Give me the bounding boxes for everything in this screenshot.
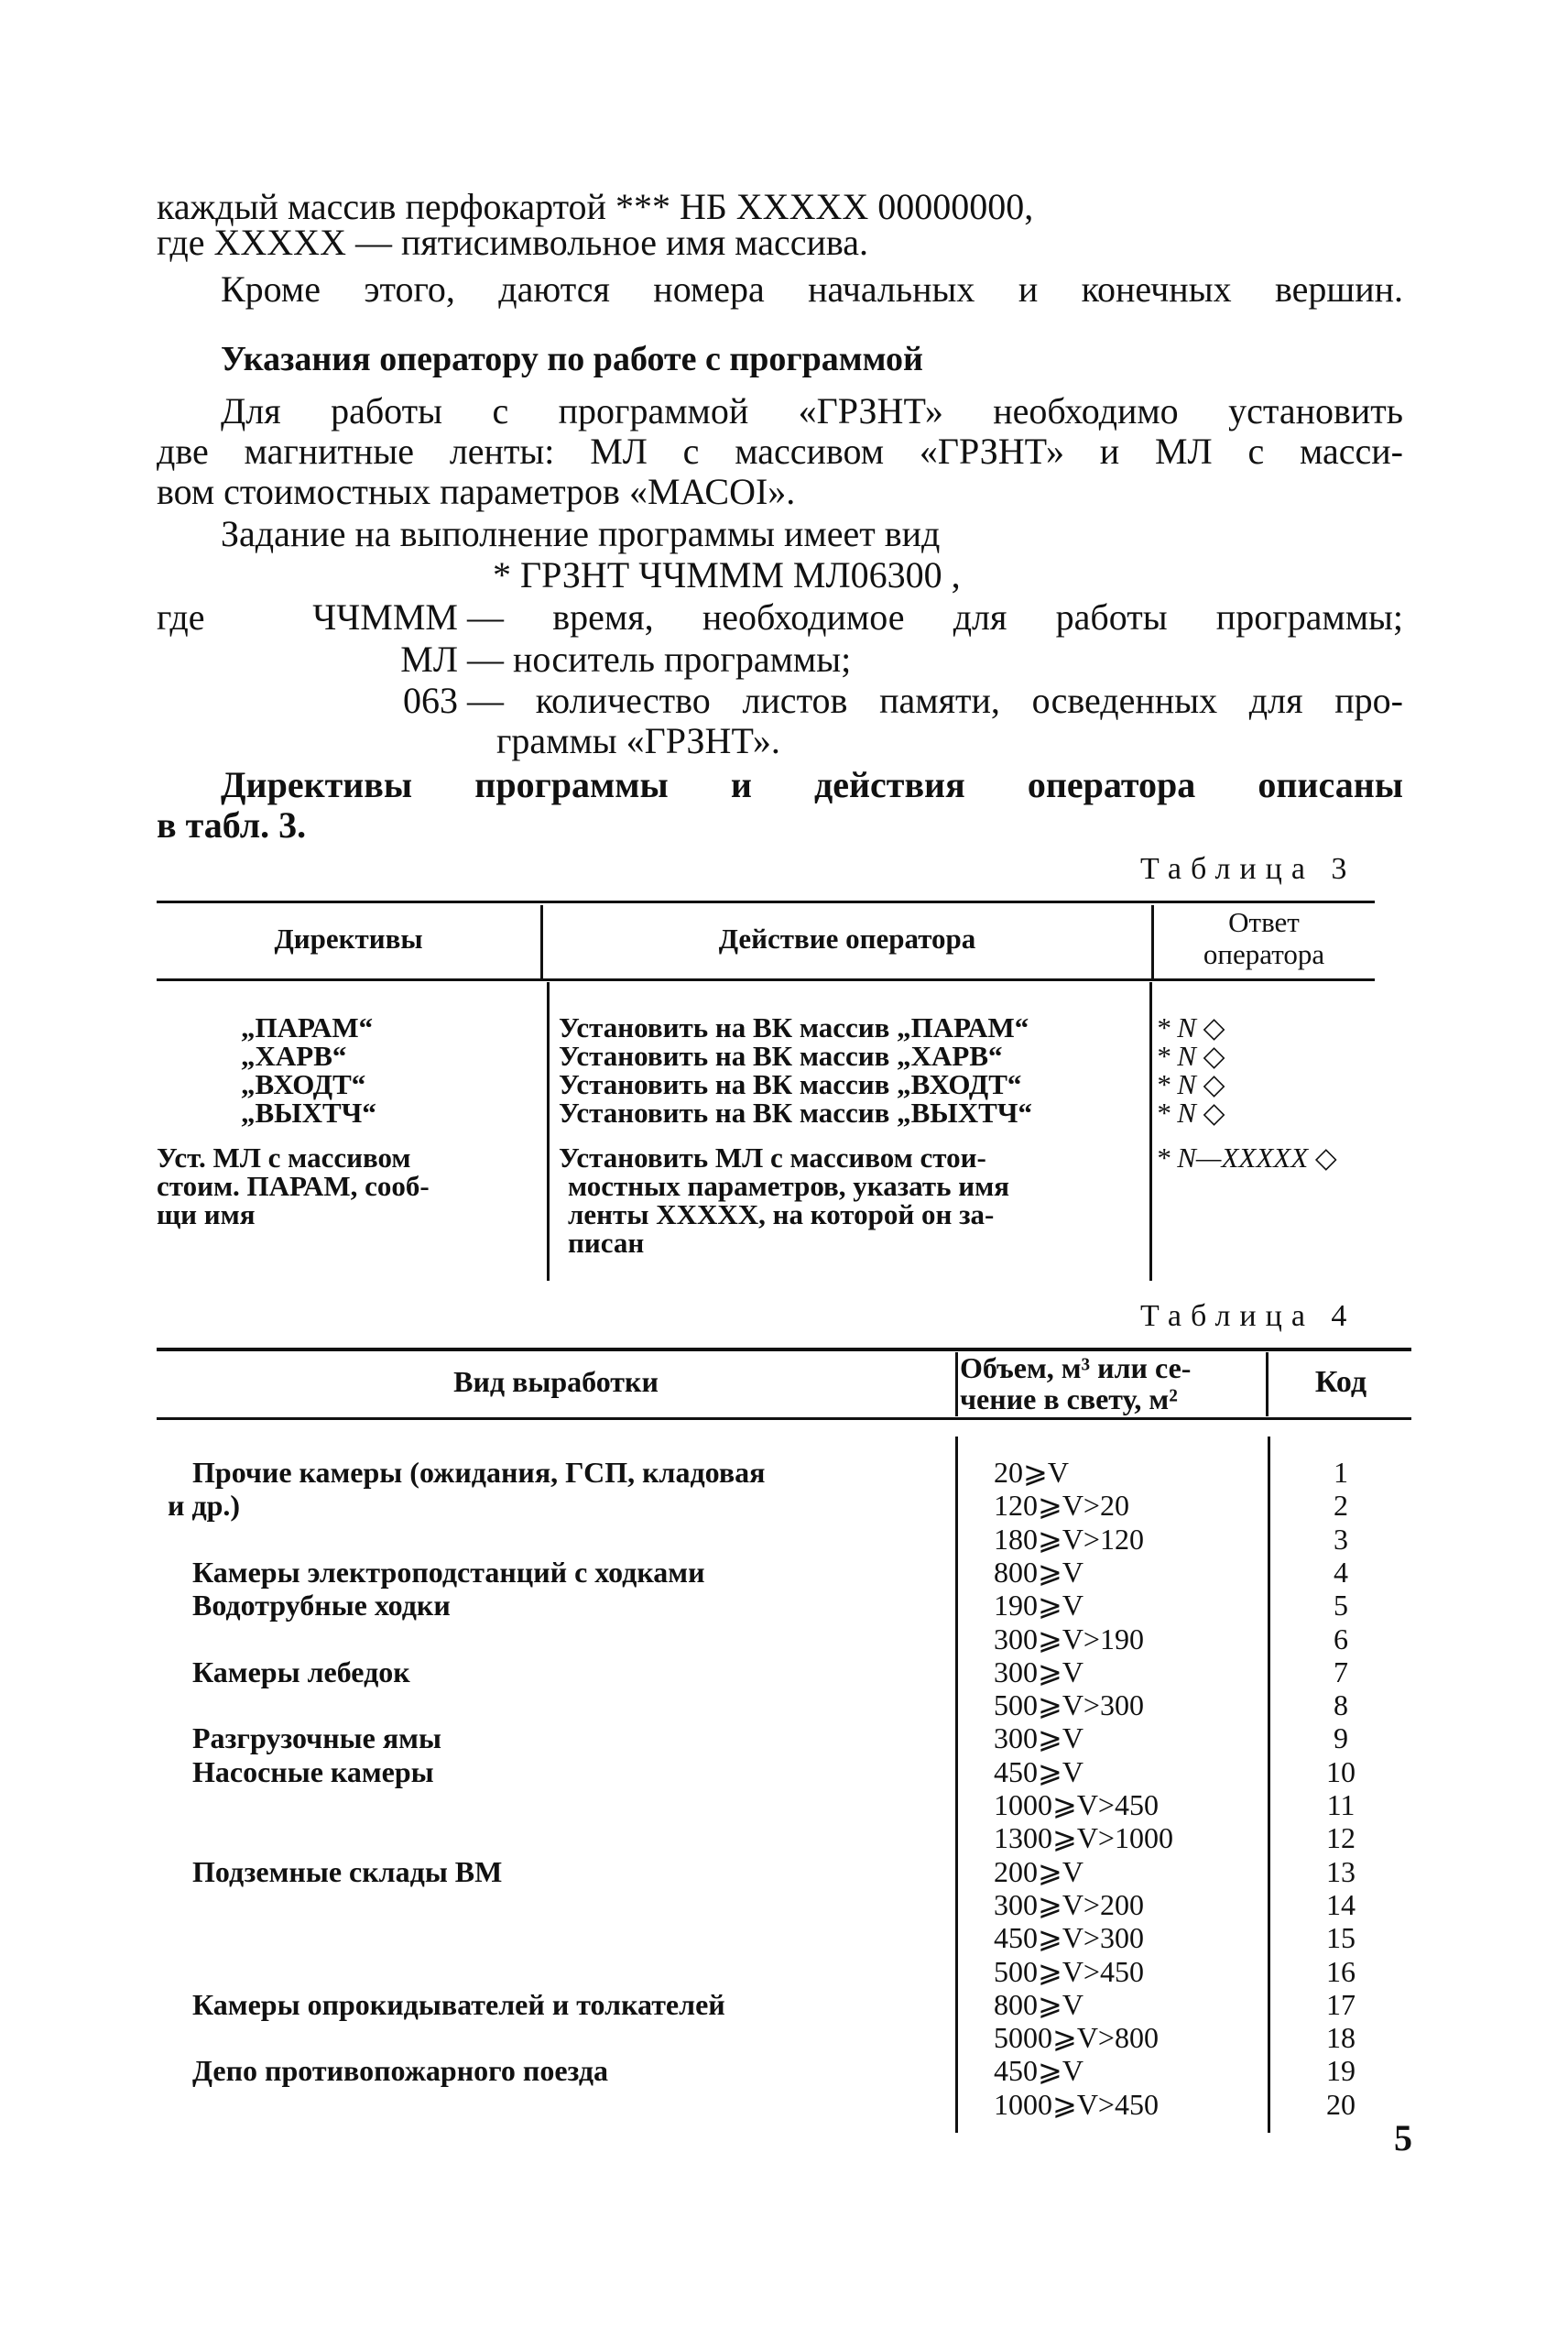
def-desc-cont: граммы «ГРЗНТ».: [496, 720, 780, 761]
table4-code: 16: [1326, 1954, 1356, 1988]
table4-volume: 300⩾V>190: [994, 1622, 1144, 1655]
table3-header-rule: [157, 978, 1375, 981]
table4-volume: 500⩾V>300: [994, 1688, 1144, 1722]
table3-action: Установить на ВК массив „ХАРВ“: [559, 1040, 1003, 1072]
table4-code: 6: [1334, 1622, 1348, 1655]
def-term: ЧЧМММ: [312, 596, 458, 638]
table3-action: писан: [568, 1227, 645, 1259]
table4-kind: Прочие камеры (ожидания, ГСП, кладовая: [192, 1456, 766, 1489]
table3-directive: „ВХОДТ“: [241, 1068, 366, 1100]
table3-directive: „ВЫХТЧ“: [241, 1097, 376, 1129]
table4-kind: Камеры электроподстанций с ходками: [192, 1555, 705, 1589]
table4-volume: 1000⩾V>450: [994, 1788, 1159, 1821]
table4-divider: [955, 1352, 958, 1416]
table4-volume: 5000⩾V>800: [994, 2021, 1159, 2055]
table4-volume: 450⩾V>300: [994, 1921, 1144, 1955]
table3-answer: * N—XXXXX ◇: [1156, 1142, 1337, 1174]
text-line: Задание на выполнение программы имеет вид: [221, 513, 941, 554]
table3-directive: стоим. ПАРАМ, сооб-: [157, 1170, 430, 1202]
where-label: где: [157, 596, 205, 638]
table4-volume: 180⩾V>120: [994, 1522, 1144, 1556]
table4-volume: 120⩾V>20: [994, 1489, 1129, 1523]
table4-kind: и др.): [168, 1489, 241, 1523]
table4-volume: 1000⩾V>450: [994, 2087, 1159, 2121]
table3-answer: * N ◇: [1156, 1097, 1225, 1129]
table4-code: 17: [1326, 1987, 1356, 2021]
table4-code: 4: [1334, 1555, 1348, 1589]
table3-header-answer: Ответ: [1228, 906, 1300, 938]
table4-kind: Подземные склады ВМ: [192, 1854, 503, 1888]
text-line: где XXXXX — пятисимвольное имя массива.: [157, 222, 868, 263]
table3-answer: * N ◇: [1156, 1011, 1225, 1043]
def-term: 063: [403, 680, 458, 721]
table4-code: 7: [1334, 1655, 1348, 1688]
table3-action: Установить на ВК массив „ВЫХТЧ“: [559, 1097, 1033, 1129]
table3-caption: Таблица 3: [1140, 852, 1356, 886]
table4-code: 3: [1334, 1522, 1348, 1556]
text-line: Кроме этого, даются номера начальных и конечных вершин.: [221, 268, 1403, 310]
table4-code: 13: [1326, 1854, 1356, 1888]
text-line: вом стоимостных параметров «МАСОI».: [157, 471, 796, 512]
text-line: Директивы программы и действия оператора описаны: [221, 764, 1403, 805]
def-desc: — носитель программы;: [467, 639, 852, 680]
table4-volume: 450⩾V: [994, 2054, 1083, 2088]
table3-directive: Уст. МЛ с массивом: [157, 1142, 411, 1174]
table4-code: 1: [1334, 1456, 1348, 1489]
table4-code: 20: [1326, 2087, 1356, 2121]
table4-divider: [1266, 1352, 1269, 1416]
text-line: каждый массив перфокартой *** НБ XXXXX 00000000,: [157, 186, 1034, 227]
table4-code: 14: [1326, 1887, 1356, 1921]
def-desc: — количество листов памяти, осведенных для про-: [467, 680, 1403, 721]
table4-kind: Камеры лебедок: [192, 1655, 410, 1688]
table4-code: 9: [1334, 1721, 1348, 1755]
table4-code: 8: [1334, 1688, 1348, 1722]
table4-volume: 500⩾V>450: [994, 1954, 1144, 1988]
table4-code: 19: [1326, 2054, 1356, 2088]
table3-answer: * N ◇: [1156, 1040, 1225, 1072]
table4-volume: 450⩾V: [994, 1754, 1083, 1788]
table3-header-directives: Директивы: [274, 923, 423, 955]
table4-volume: 800⩾V: [994, 1987, 1083, 2021]
table4-code: 15: [1326, 1921, 1356, 1955]
table4-kind: Депо противопожарного поезда: [192, 2054, 608, 2088]
text-line: Для работы с программой «ГРЗНТ» необходимо установить: [221, 390, 1403, 432]
table3-action: мостных параметров, указать имя: [568, 1170, 1009, 1202]
text-line: две магнитные ленты: МЛ с массивом «ГРЗНТ» и МЛ с масси-: [157, 431, 1403, 472]
table4-volume: 190⩾V: [994, 1589, 1083, 1622]
table3-header-answer: оператора: [1203, 938, 1325, 970]
table4-code: 10: [1326, 1754, 1356, 1788]
table4-header-rule: [157, 1417, 1411, 1420]
table4-kind: Водотрубные ходки: [192, 1589, 451, 1622]
table4-volume: 300⩾V: [994, 1655, 1083, 1688]
table4-kind: Насосные камеры: [192, 1754, 434, 1788]
table4-header-volume: Объем, м³ или се-: [960, 1351, 1192, 1384]
table4-code: 5: [1334, 1589, 1348, 1622]
table3-header-action: Действие оператора: [718, 923, 976, 955]
section-heading: Указания оператору по работе с программой: [221, 340, 923, 378]
table3-divider: [1149, 982, 1152, 1281]
command-line: * ГРЗНТ ЧЧМММ МЛ06300 ,: [493, 554, 961, 595]
table4-code: 2: [1334, 1489, 1348, 1523]
table4-header-code: Код: [1314, 1365, 1367, 1399]
table4-kind: Камеры опрокидывателей и толкателей: [192, 1987, 725, 2021]
table4-top-rule: [157, 1348, 1411, 1351]
table4-header-kind: Вид выработки: [453, 1365, 659, 1398]
table4-code: 11: [1326, 1788, 1356, 1821]
table4-volume: 300⩾V: [994, 1721, 1083, 1755]
table4-caption: Таблица 4: [1140, 1299, 1356, 1333]
table3-directive: щи имя: [157, 1198, 256, 1230]
table4-volume: 200⩾V: [994, 1854, 1083, 1888]
table4-header-volume: чение в свету, м²: [960, 1382, 1178, 1415]
table4-volume: 1300⩾V>1000: [994, 1821, 1173, 1855]
table4-divider: [955, 1437, 958, 2133]
def-term: МЛ: [400, 639, 458, 680]
table4-code: 18: [1326, 2021, 1356, 2055]
table4-volume: 800⩾V: [994, 1555, 1083, 1589]
table3-divider: [547, 982, 550, 1281]
table3-top-rule: [157, 901, 1375, 903]
table3-action: ленты XXXXX, на которой он за-: [568, 1198, 995, 1230]
page-number: 5: [1394, 2117, 1412, 2158]
table3-answer: * N ◇: [1156, 1068, 1225, 1100]
text-line: в табл. 3.: [157, 804, 307, 846]
def-desc: — время, необходимое для работы программы;: [467, 596, 1403, 638]
table3-directive: „ХАРВ“: [241, 1040, 347, 1072]
table4-code: 12: [1326, 1821, 1356, 1855]
table4-volume: 300⩾V>200: [994, 1887, 1144, 1921]
table4-volume: 20⩾V: [994, 1456, 1069, 1489]
table3-action: Установить МЛ с массивом стои-: [559, 1142, 986, 1174]
table3-directive: „ПАРАМ“: [241, 1011, 374, 1043]
table3-action: Установить на ВК массив „ВХОДТ“: [559, 1068, 1022, 1100]
table4-kind: Разгрузочные ямы: [192, 1721, 441, 1755]
table3-action: Установить на ВК массив „ПАРАМ“: [559, 1011, 1029, 1043]
